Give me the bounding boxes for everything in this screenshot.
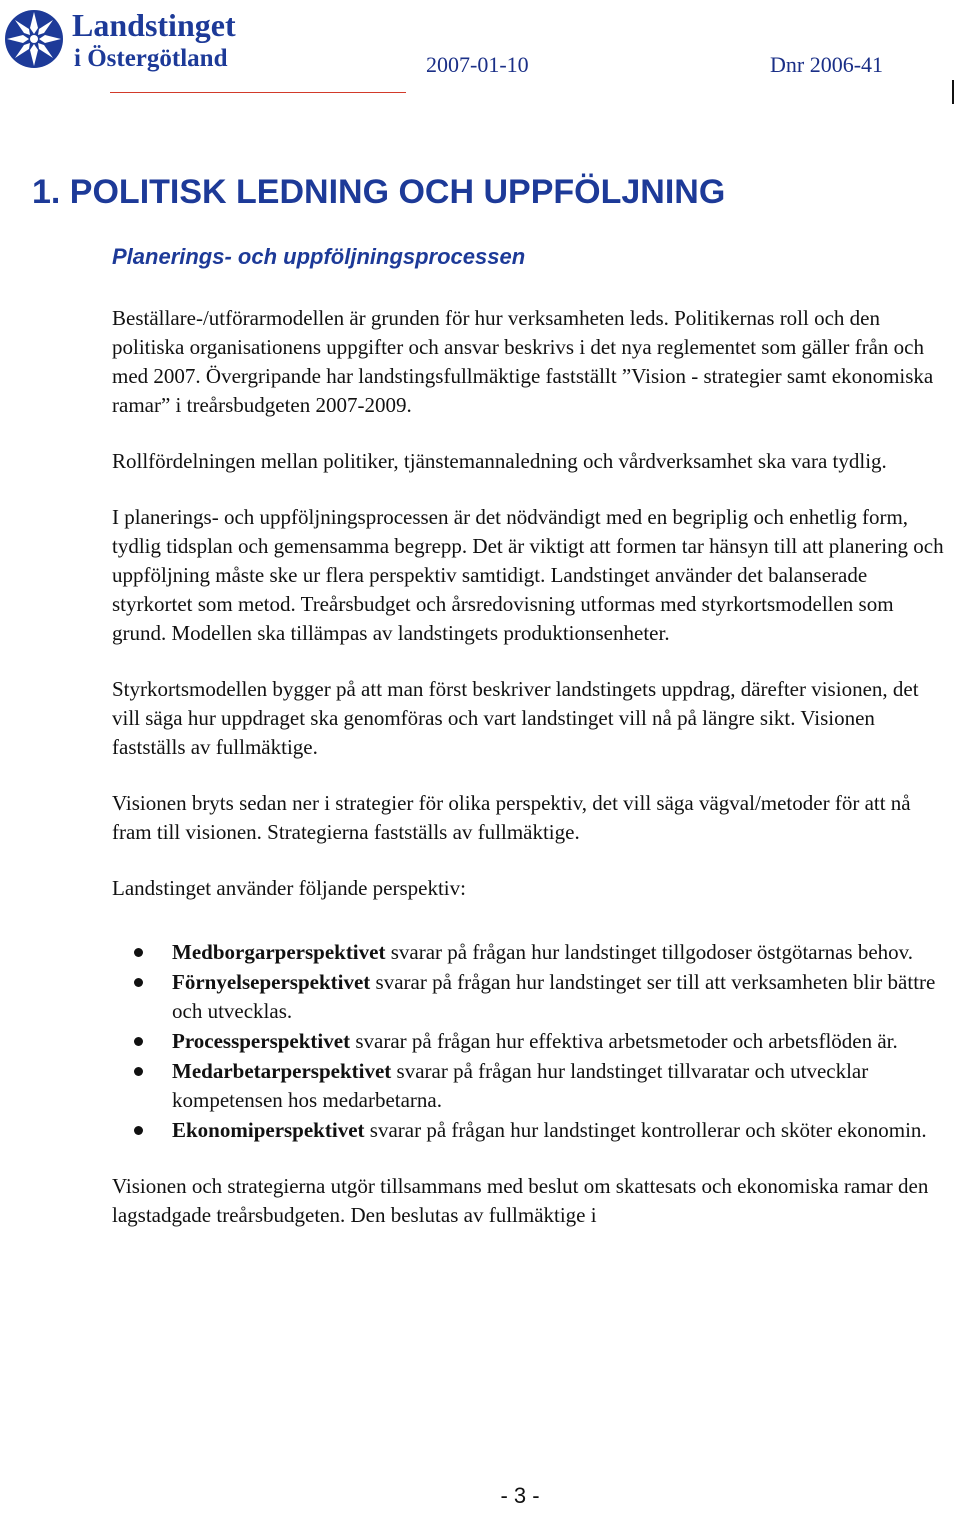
landstinget-logo: [4, 4, 274, 76]
list-item: [112, 938, 944, 967]
paragraph-1: Beställare-/utförarmodellen är grunden för hur verksamheten leds. Politikernas roll och den politiska organisationens uppgifter och ansvar beskrivs i det nya reglementet som gäller från och med 2007. Övergripande har landstingsfullmäktige fastställt ”Vision - strategier samt ekonomiska ramar” i treårsbudgeten 2007-2009.: [112, 306, 934, 417]
perspective-text: svarar på frågan hur landstinget kontrollerar och sköter ekonomin.: [364, 1118, 927, 1142]
perspective-text: svarar på frågan hur landstinget tillgodoser östgötarnas behov.: [385, 940, 914, 964]
bullet-icon: [134, 1037, 143, 1046]
list-item: [112, 968, 944, 1026]
list-item: [112, 1116, 944, 1145]
bullet-icon: [134, 948, 143, 957]
paragraph-7: Visionen och strategierna utgör tillsammans med beslut om skattesats och ekonomiska ramar den lagstadgade treårsbudgeten. Den beslutas av fullmäktige i: [112, 1174, 929, 1227]
header-red-rule: [110, 92, 406, 93]
perspective-list: [112, 938, 944, 1145]
perspective-term: Ekonomiperspektivet: [172, 1118, 365, 1142]
bullet-icon: [134, 1126, 143, 1135]
perspective-term: Processperspektivet: [172, 1029, 351, 1053]
paragraph-3: I planerings- och uppföljningsprocessen är det nödvändigt med en begriplig och enhetlig form, tydlig tidsplan och gemensamma begrepp. Det är viktigt att formen tar hänsyn till att planering och uppföljning måste ske ur flera perspektiv samtidigt. Landstinget använder det balanserade styrkortet som metod. Treårsbudget och årsredovisning utformas med styrkortsmodellen som grund. Modellen ska tillämpas av landstingets produktionsenheter.: [112, 505, 944, 645]
paragraph-4: Styrkortsmodellen bygger på att man först beskriver landstingets uppdrag, därefter visionen, det vill säga hur uppdraget ska genomföras och vart landstinget vill nå på längre sikt. Visionen fastställs av fullmäktige.: [112, 677, 919, 759]
document-number: Dnr 2006-41: [770, 52, 884, 77]
perspective-term: Medborgarperspektivet: [172, 940, 386, 964]
perspective-text: svarar på frågan hur effektiva arbetsmetoder och arbetsflöden är.: [350, 1029, 898, 1053]
paragraph-6: Landstinget använder följande perspektiv:: [112, 876, 466, 900]
bullet-icon: [134, 978, 143, 987]
page-header: [0, 0, 960, 110]
bullet-icon: [134, 1067, 143, 1076]
list-item: [112, 1027, 944, 1056]
paragraph-5: Visionen bryts sedan ner i strategier för olika perspektiv, det vill säga vägval/metoder för att nå fram till visionen. Strategierna fastställs av fullmäktige.: [112, 791, 911, 844]
list-item: [112, 1057, 944, 1115]
paragraph-2: Rollfördelningen mellan politiker, tjänstemannaledning och vårdverksamhet ska vara tydlig.: [112, 449, 887, 473]
page-number: - 3 -: [500, 1483, 540, 1508]
section-title: Planerings- och uppföljningsprocessen: [112, 244, 526, 269]
logo-line-2: i Östergötland: [74, 45, 228, 72]
snowflake-star-icon: [5, 10, 63, 68]
document-date: 2007-01-10: [426, 52, 529, 77]
margin-change-bar: [952, 80, 954, 104]
perspective-text: svarar på frågan hur landstinget ser till att verksamheten blir bättre och utvecklas.: [172, 970, 936, 1023]
chapter-title: 1. POLITISK LEDNING OCH UPPFÖLJNING: [32, 173, 726, 211]
perspective-term: Medarbetarperspektivet: [172, 1059, 392, 1083]
logo-line-1: Landstinget: [72, 7, 236, 43]
perspective-text: svarar på frågan hur landstinget tillvaratar och utvecklar kompetensen hos medarbetarna.: [172, 1059, 869, 1112]
perspective-term: Förnyelseperspektivet: [172, 970, 371, 994]
body-text: [112, 304, 944, 1257]
